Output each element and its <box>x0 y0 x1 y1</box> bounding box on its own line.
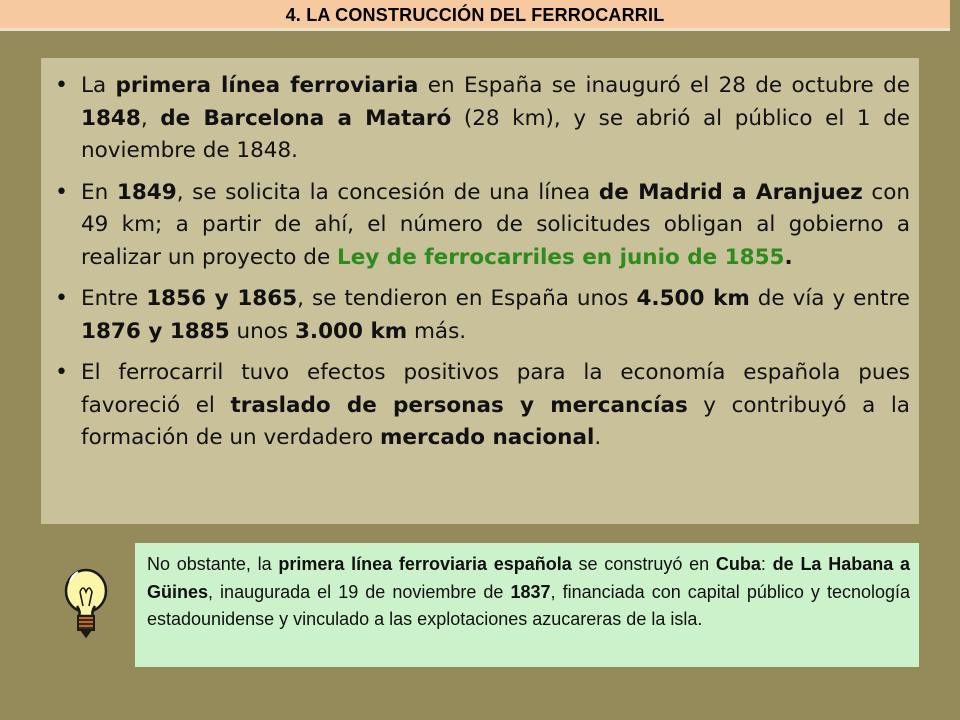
note-text <box>147 551 910 634</box>
note-box <box>135 543 919 667</box>
bold-text: . <box>784 244 793 270</box>
bold-text: 1849 <box>116 179 177 205</box>
text-run: No obstante, la <box>147 554 279 574</box>
text-run: unos <box>229 318 295 344</box>
text-run: (28 km), y se abrió al público el 1 de noviembre de 1848. <box>81 105 910 163</box>
bold-text: primera línea ferroviaria española <box>278 554 572 574</box>
bold-text: Cuba <box>715 554 761 574</box>
text-run: en España se inauguró el 28 de octubre de <box>418 73 911 98</box>
text-run: En <box>81 179 117 205</box>
title-bar <box>0 0 960 34</box>
bold-text: de La Habana a Güines <box>147 554 910 602</box>
bold-text: de Barcelona a Mataró <box>160 105 452 131</box>
bold-text: 1848 <box>81 105 141 131</box>
bullet-item <box>81 177 910 275</box>
bold-text: de Madrid a Aranjuez <box>598 179 863 205</box>
text-run: . <box>594 425 602 450</box>
text-run: , financiada con capital público y tecnología estadounidense y vinculado a las explotaciones azucareras de la isla. <box>147 581 911 629</box>
text-run: más. <box>407 318 467 344</box>
bullet-item <box>81 357 910 455</box>
bold-text: 4.500 km <box>636 286 750 311</box>
main-content-panel <box>41 58 919 524</box>
text-run: , se tendieron en España unos <box>297 286 637 311</box>
bold-text: traslado de personas y mercancías <box>230 392 688 418</box>
bold-text: 3.000 km <box>294 318 408 344</box>
slide-title: 4. LA CONSTRUCCIÓN DEL FERROCARRIL <box>285 5 665 25</box>
bold-text: primera línea ferroviaria <box>115 73 419 98</box>
text-run: , <box>140 105 161 131</box>
text-run: Entre <box>81 286 147 311</box>
text-run: y contribuyó a la formación de un verdadero <box>81 392 910 450</box>
text-run: con 49 km; a partir de ahí, el número de solicitudes obligan al gobierno a realizar un proyecto de <box>81 179 911 270</box>
bullet-item <box>81 70 910 168</box>
bold-text: 1837 <box>510 581 551 602</box>
text-run: , inaugurada el 19 de noviembre de <box>208 581 511 602</box>
text-run: : <box>760 554 773 574</box>
title-box <box>0 0 950 31</box>
highlight-text: Ley de ferrocarriles en junio de 1855 <box>337 244 785 270</box>
bullet-item <box>81 283 910 348</box>
text-run: , se solicita la concesión de una línea <box>176 179 599 205</box>
bold-text: 1856 y 1865 <box>146 286 298 311</box>
bold-text: 1876 y 1885 <box>81 318 230 344</box>
bullet-list <box>81 70 910 455</box>
text-run: El ferrocarril tuvo efectos positivos para la economía española pues favoreció el <box>81 360 910 418</box>
bold-text: mercado nacional <box>379 425 595 450</box>
lightbulb-icon <box>55 562 117 642</box>
text-run: La <box>81 73 116 98</box>
text-run: se construyó en <box>571 554 716 574</box>
text-run: de vía y entre <box>749 286 911 311</box>
